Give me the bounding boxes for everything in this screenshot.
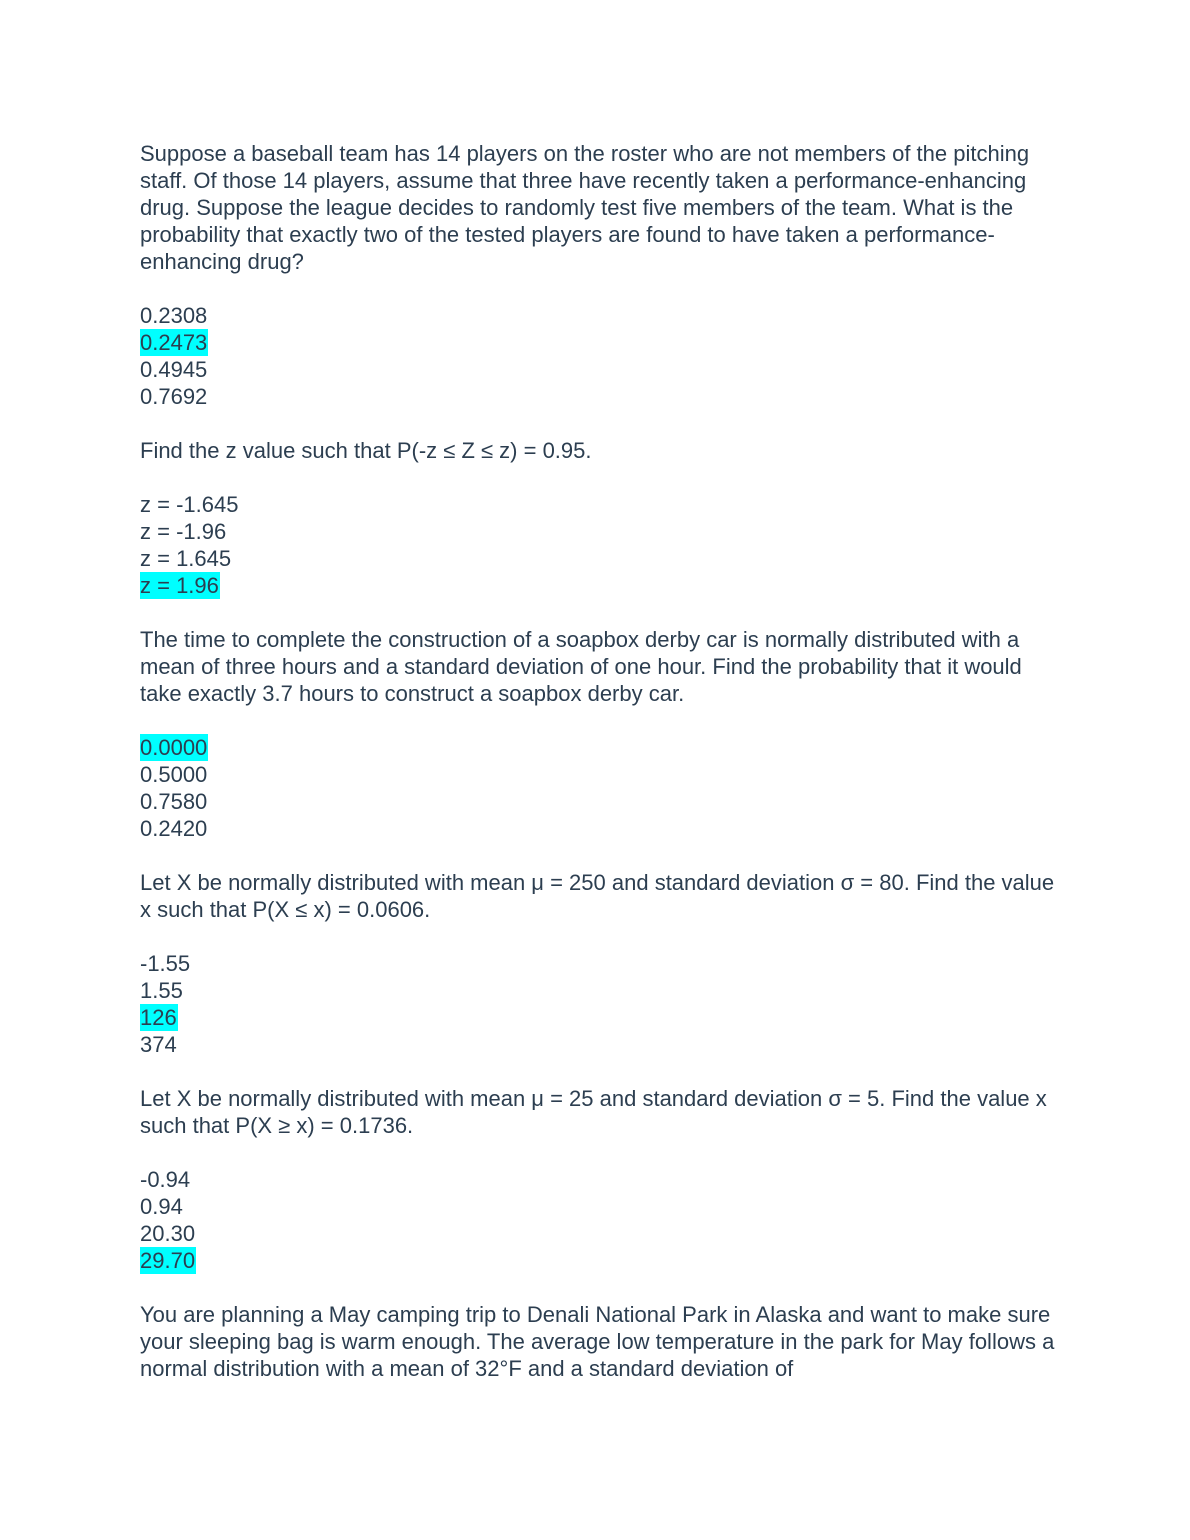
question-4-text: Let X be normally distributed with mean μ = 250 and standard deviation σ = 80. Find the value x such that P(X ≤ x) = 0.0606.: [140, 870, 1055, 922]
document-page: [140, 140, 1055, 1409]
question-3-text: The time to complete the construction of a soapbox derby car is normally distributed with a mean of three hours and a standard deviation of one hour. Find the probability that it would take exactly 3.7 hours to construct a soapbox derby car.: [140, 627, 1022, 706]
question-5-text: Let X be normally distributed with mean μ = 25 and standard deviation σ = 5. Find the value x such that P(X ≥ x) = 0.1736.: [140, 1086, 1047, 1138]
question-4-option-b: 1.55: [140, 978, 183, 1003]
question-4-options: [140, 950, 1055, 1058]
question-4-option-d: 374: [140, 1032, 177, 1057]
question-3-option-c: 0.7580: [140, 789, 208, 814]
question-1-option-a: 0.2308: [140, 303, 208, 328]
question-4-option-a: -1.55: [140, 951, 191, 976]
question-5-option-c: 20.30: [140, 1221, 196, 1246]
question-1-option-b-highlighted: 0.2473: [140, 330, 208, 355]
question-2-option-c: z = 1.645: [140, 546, 232, 571]
question-1-option-d: 0.7692: [140, 384, 208, 409]
question-4-option-c-highlighted: 126: [140, 1005, 177, 1030]
question-2-options: [140, 491, 1055, 599]
question-2-option-b: z = -1.96: [140, 519, 227, 544]
question-2-text: Find the z value such that P(-z ≤ Z ≤ z) = 0.95.: [140, 438, 592, 463]
question-6-text: You are planning a May camping trip to Denali National Park in Alaska and want to make sure your sleeping bag is warm enough. The average low temperature in the park for May follows a normal distribution with a mean of 32°F and a standard deviation of: [140, 1302, 1055, 1381]
question-3-option-a-highlighted: 0.0000: [140, 735, 208, 760]
question-1-options: [140, 302, 1055, 410]
question-5-option-d-highlighted: 29.70: [140, 1248, 196, 1273]
question-3-option-d: 0.2420: [140, 816, 208, 841]
question-5-option-b: 0.94: [140, 1194, 183, 1219]
question-2-option-d-highlighted: z = 1.96: [140, 573, 219, 598]
question-3-options: [140, 734, 1055, 842]
question-5-option-a: -0.94: [140, 1167, 191, 1192]
question-5-options: [140, 1166, 1055, 1274]
question-2-option-a: z = -1.645: [140, 492, 239, 517]
question-1-text: Suppose a baseball team has 14 players on the roster who are not members of the pitching staff. Of those 14 players, assume that three have recently taken a performance-enhancing drug. Suppose the league decides to randomly test five members of the team. What is the probability that exactly two of the tested players are found to have taken a performance-enhancing drug?: [140, 141, 1030, 274]
question-1-option-c: 0.4945: [140, 357, 208, 382]
question-3-option-b: 0.5000: [140, 762, 208, 787]
